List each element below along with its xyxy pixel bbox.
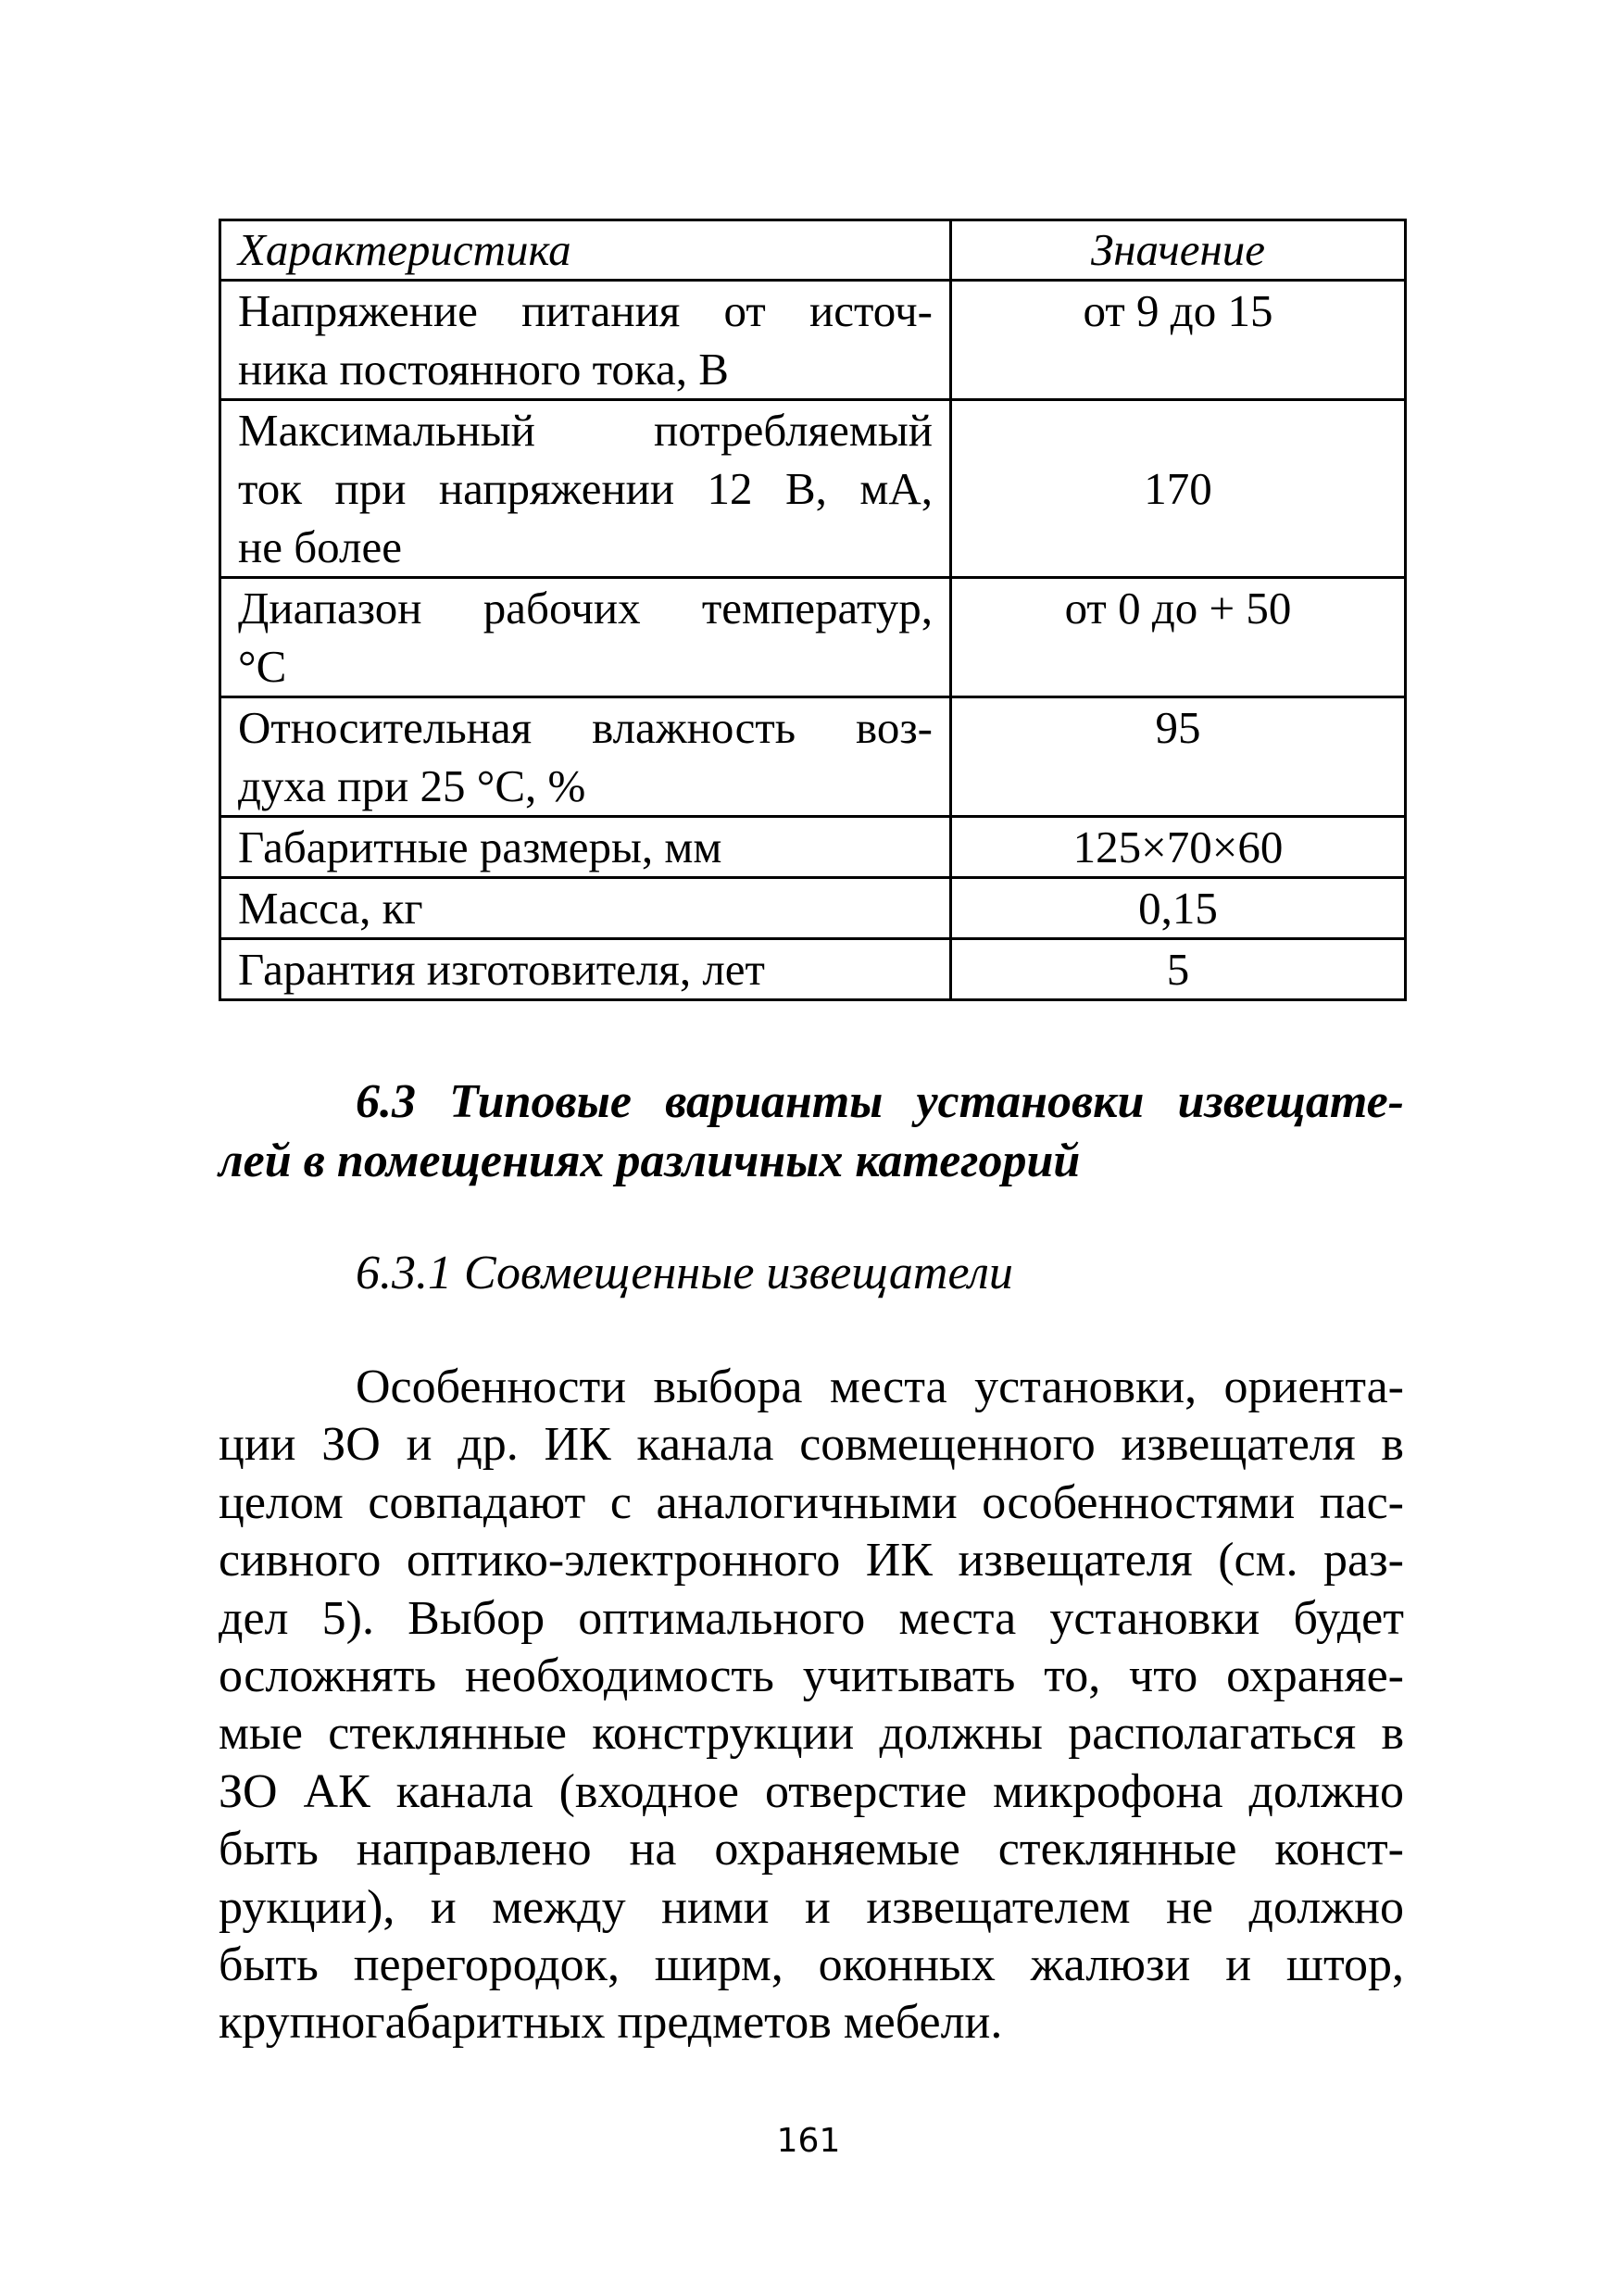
table-row (220, 817, 1406, 878)
row-label (220, 878, 951, 939)
specifications-table (219, 219, 1407, 1001)
paragraph-line: Особенности выбора места установки, ориента- (356, 1361, 1404, 1413)
table-row (220, 578, 1406, 697)
section-heading-line: лей в помещениях различных категорий (219, 1135, 1081, 1187)
table-row (220, 400, 1406, 578)
row-value: 0,15 (951, 878, 1406, 939)
paragraph-line: сивного оптико-электронного ИК извещателя (см. раз- (219, 1534, 1404, 1587)
row-label (220, 578, 951, 697)
paragraph-line: дел 5). Выбор оптимального места установки будет (219, 1591, 1404, 1645)
row-label-line: Габаритные размеры, мм (238, 822, 722, 872)
paragraph-line: быть перегородок, ширм, оконных жалюзи и штор, (219, 1938, 1404, 1992)
paragraph-line: осложнять необходимость учитывать то, что охраняе- (219, 1650, 1404, 1703)
row-label-line: Максимальный потребляемый (238, 405, 933, 456)
page-number: 161 (776, 2122, 841, 2160)
table-header-row (220, 220, 1406, 281)
header-value: Значение (951, 220, 1406, 281)
row-label (220, 400, 951, 578)
body-paragraph (219, 1359, 1404, 2052)
row-value: 5 (951, 939, 1406, 1000)
paragraph-line: быть направлено на охраняемые стеклянные конст- (219, 1823, 1404, 1876)
row-label-line: ника постоянного тока, В (238, 344, 729, 395)
row-label (220, 697, 951, 817)
row-value: 125×70×60 (951, 817, 1406, 878)
paragraph-line: целом совпадают с аналогичными особенностями пас- (219, 1475, 1404, 1529)
row-label-line: Диапазон рабочих температур, (238, 583, 933, 634)
row-label (220, 817, 951, 878)
section-heading (219, 1073, 1404, 1191)
row-value: от 9 до 15 (951, 281, 1406, 400)
row-label-line: духа при 25 °С, % (238, 760, 586, 811)
paragraph-line: рукции), и между ними и извещателем не должно (219, 1880, 1404, 1934)
row-label-line: Напряжение питания от источ- (238, 285, 933, 336)
row-value: 170 (951, 400, 1406, 578)
section-heading-line: 6.3 Типовые варианты установки извещате- (356, 1075, 1404, 1128)
row-label-line: °С (238, 641, 287, 692)
header-characteristic: Характеристика (220, 220, 951, 281)
paragraph-line: крупногабаритных предметов мебели. (219, 1996, 1003, 2050)
table-row (220, 281, 1406, 400)
table-row (220, 697, 1406, 817)
row-label (220, 939, 951, 1000)
subsection-heading: 6.3.1 Совмещенные извещатели (356, 1247, 1013, 1299)
table-row (220, 939, 1406, 1000)
row-label-line: Масса, кг (238, 883, 423, 934)
row-value: от 0 до + 50 (951, 578, 1406, 697)
table-row (220, 878, 1406, 939)
row-label-line: Относительная влажность воз- (238, 702, 933, 753)
row-label (220, 281, 951, 400)
row-label-line: не более (238, 521, 402, 572)
paragraph-line: ЗО АК канала (входное отверстие микрофона должно (219, 1764, 1404, 1818)
row-label-line: ток при напряжении 12 В, мА, (238, 463, 933, 514)
paragraph-line: ции ЗО и др. ИК канала совмещенного извещателя в (219, 1418, 1404, 1472)
row-label-line: Гарантия изготовителя, лет (238, 944, 765, 995)
paragraph-line: мые стеклянные конструкции должны располагаться в (219, 1707, 1404, 1761)
row-value: 95 (951, 697, 1406, 817)
